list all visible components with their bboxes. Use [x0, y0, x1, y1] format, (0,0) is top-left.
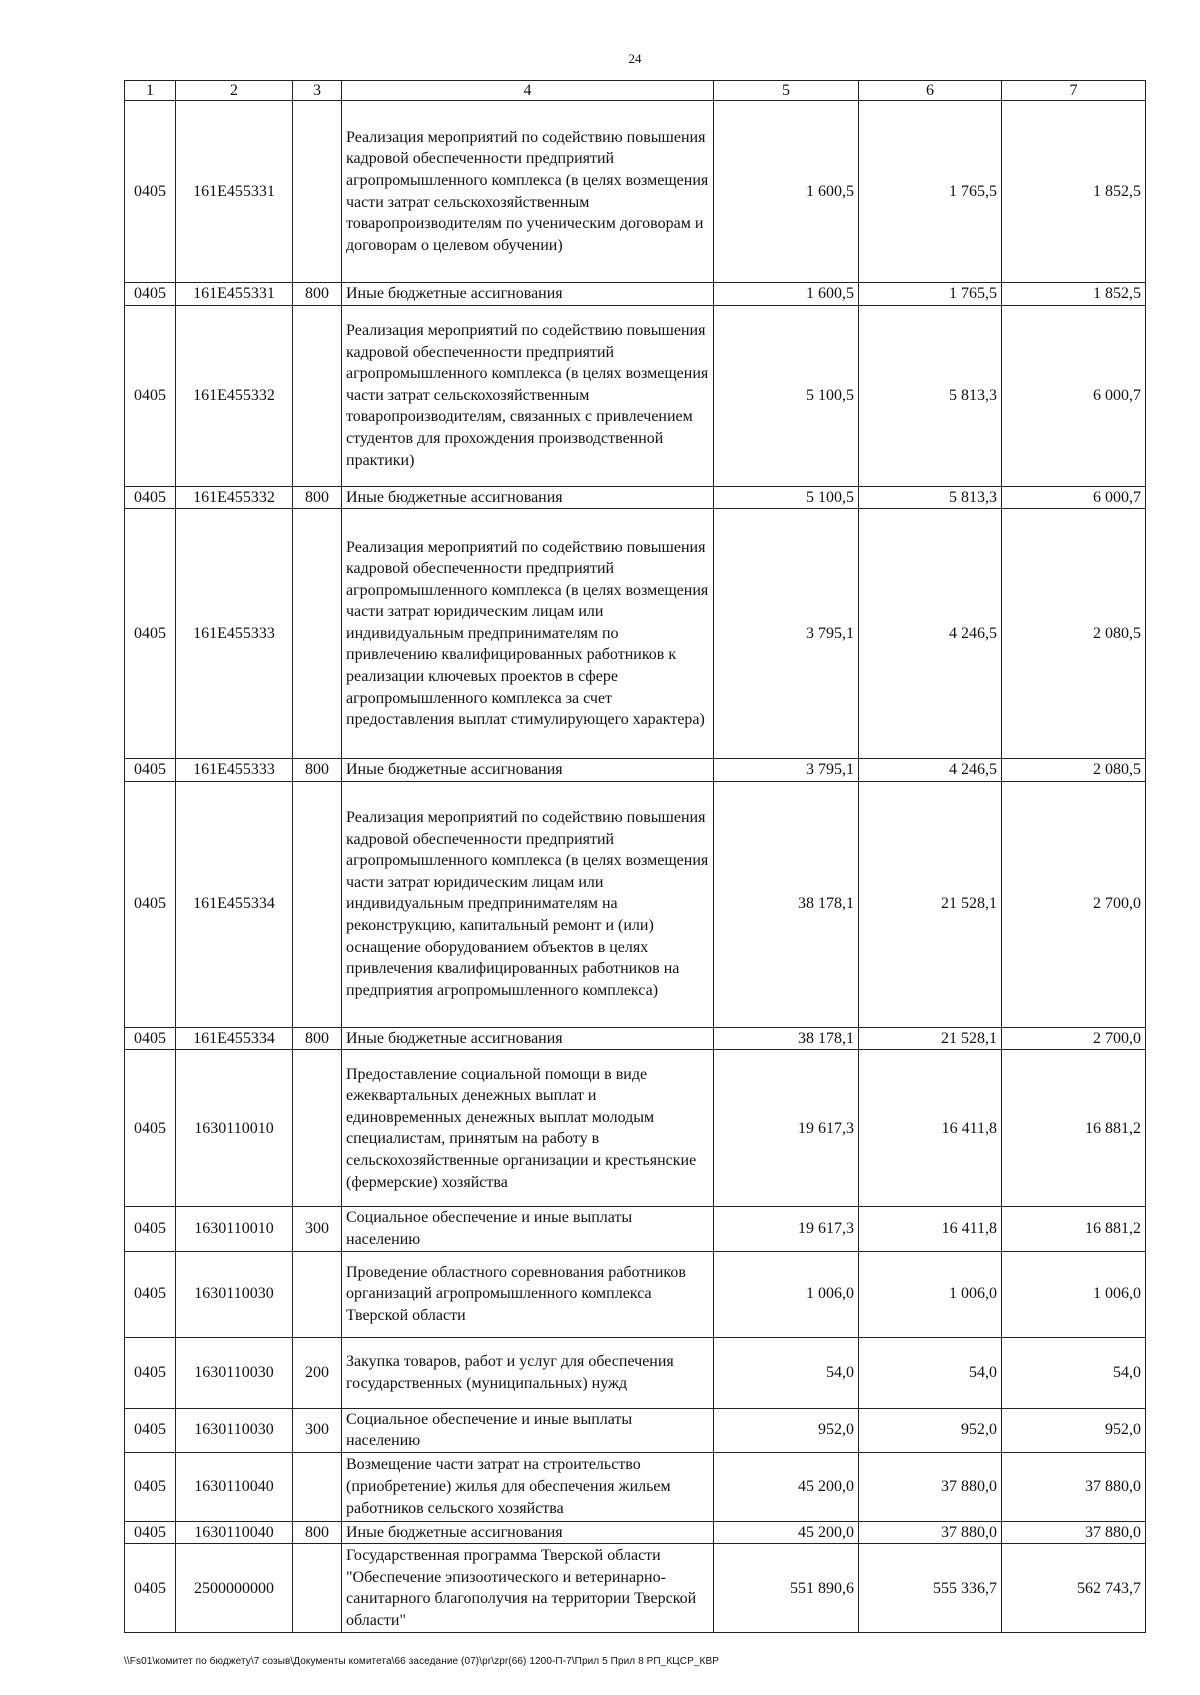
- expense-type-cell: [293, 305, 342, 486]
- amount-col7-cell: 1 852,5: [1002, 101, 1146, 283]
- section-code-cell: 0405: [125, 1207, 176, 1251]
- target-article-cell: 161E455334: [176, 781, 293, 1027]
- target-article-cell: 1630110030: [176, 1408, 293, 1452]
- description-cell: Социальное обеспечение и иные выплаты населению: [342, 1207, 714, 1251]
- amount-col7-cell: 54,0: [1002, 1337, 1146, 1408]
- target-article-cell: 161E455334: [176, 1027, 293, 1050]
- table-row: [125, 1544, 1146, 1633]
- table-row: [125, 781, 1146, 1027]
- section-code-cell: 0405: [125, 1408, 176, 1452]
- amount-col5-cell: 3 795,1: [714, 509, 859, 759]
- table-row: [125, 305, 1146, 486]
- amount-col5-cell: 45 200,0: [714, 1521, 859, 1544]
- amount-col7-cell: 2 080,5: [1002, 759, 1146, 782]
- table-row: [125, 101, 1146, 283]
- expense-type-cell: 800: [293, 1027, 342, 1050]
- target-article-cell: 1630110040: [176, 1452, 293, 1521]
- expense-type-cell: [293, 101, 342, 283]
- section-code-cell: 0405: [125, 101, 176, 283]
- amount-col6-cell: 5 813,3: [859, 305, 1002, 486]
- table-header-row: [125, 81, 1146, 101]
- header-cell: 3: [293, 81, 342, 101]
- table-row: [125, 1521, 1146, 1544]
- target-article-cell: 1630110040: [176, 1521, 293, 1544]
- amount-col5-cell: 952,0: [714, 1408, 859, 1452]
- description-cell: Иные бюджетные ассигнования: [342, 486, 714, 509]
- section-code-cell: 0405: [125, 781, 176, 1027]
- description-cell: Иные бюджетные ассигнования: [342, 759, 714, 782]
- page-number: 24: [628, 51, 642, 66]
- target-article-cell: 161E455332: [176, 486, 293, 509]
- amount-col6-cell: 952,0: [859, 1408, 1002, 1452]
- amount-col7-cell: 37 880,0: [1002, 1452, 1146, 1521]
- amount-col7-cell: 1 852,5: [1002, 283, 1146, 306]
- table-row: [125, 1050, 1146, 1207]
- header-cell: 6: [859, 81, 1002, 101]
- file-path-footer: \\Fs01\комитет по бюджету\7 созыв\Документы комитета\66 заседание (07)\pr\zpr(66) 1200-П-7\Прил 5 Прил 8 РП_КЦСР_КВР: [124, 1656, 720, 1667]
- section-code-cell: 0405: [125, 486, 176, 509]
- expense-type-cell: [293, 781, 342, 1027]
- header-cell: 7: [1002, 81, 1146, 101]
- header-cell: 2: [176, 81, 293, 101]
- target-article-cell: 161E455331: [176, 283, 293, 306]
- target-article-cell: 1630110030: [176, 1337, 293, 1408]
- amount-col5-cell: 38 178,1: [714, 781, 859, 1027]
- expense-type-cell: [293, 1251, 342, 1337]
- expense-type-cell: 800: [293, 1521, 342, 1544]
- amount-col5-cell: 19 617,3: [714, 1207, 859, 1251]
- table-row: [125, 283, 1146, 306]
- amount-col7-cell: 16 881,2: [1002, 1050, 1146, 1207]
- expense-type-cell: 800: [293, 759, 342, 782]
- amount-col5-cell: 551 890,6: [714, 1544, 859, 1633]
- expense-type-cell: 300: [293, 1408, 342, 1452]
- table-row: [125, 1408, 1146, 1452]
- table-row: [125, 1251, 1146, 1337]
- amount-col7-cell: 6 000,7: [1002, 486, 1146, 509]
- amount-col5-cell: 1 600,5: [714, 283, 859, 306]
- header-cell: 4: [342, 81, 714, 101]
- amount-col7-cell: 952,0: [1002, 1408, 1146, 1452]
- header-cell: 1: [125, 81, 176, 101]
- description-cell: Реализация мероприятий по содействию повышения кадровой обеспеченности предприятий агропромышленного комплекса (в целях возмещения части затрат юридическим лицам или индивидуальным предпринимателям по привлечению квалифицированных работников к реализации ключевых проектов в сфере агропромышленного комплекса за счет предоставления выплат стимулирующего характера): [342, 509, 714, 759]
- section-code-cell: 0405: [125, 1521, 176, 1544]
- amount-col5-cell: 54,0: [714, 1337, 859, 1408]
- table-row: [125, 1207, 1146, 1251]
- amount-col5-cell: 38 178,1: [714, 1027, 859, 1050]
- description-cell: Иные бюджетные ассигнования: [342, 283, 714, 306]
- amount-col6-cell: 555 336,7: [859, 1544, 1002, 1633]
- expense-type-cell: [293, 1050, 342, 1207]
- section-code-cell: 0405: [125, 509, 176, 759]
- target-article-cell: 161E455332: [176, 305, 293, 486]
- section-code-cell: 0405: [125, 1452, 176, 1521]
- target-article-cell: 161E455331: [176, 101, 293, 283]
- amount-col7-cell: 37 880,0: [1002, 1521, 1146, 1544]
- section-code-cell: 0405: [125, 1027, 176, 1050]
- description-cell: Проведение областного соревнования работников организаций агропромышленного комплекса Тверской области: [342, 1251, 714, 1337]
- amount-col5-cell: 5 100,5: [714, 486, 859, 509]
- description-cell: Возмещение части затрат на строительство (приобретение) жилья для обеспечения жильем работников сельского хозяйства: [342, 1452, 714, 1521]
- target-article-cell: 1630110010: [176, 1207, 293, 1251]
- expense-type-cell: [293, 1452, 342, 1521]
- amount-col6-cell: 37 880,0: [859, 1521, 1002, 1544]
- section-code-cell: 0405: [125, 759, 176, 782]
- amount-col6-cell: 5 813,3: [859, 486, 1002, 509]
- amount-col5-cell: 19 617,3: [714, 1050, 859, 1207]
- expense-type-cell: 800: [293, 283, 342, 306]
- expense-type-cell: [293, 1544, 342, 1633]
- expense-type-cell: [293, 509, 342, 759]
- amount-col6-cell: 16 411,8: [859, 1207, 1002, 1251]
- amount-col5-cell: 1 600,5: [714, 101, 859, 283]
- amount-col6-cell: 54,0: [859, 1337, 1002, 1408]
- expense-type-cell: 800: [293, 486, 342, 509]
- target-article-cell: 1630110030: [176, 1251, 293, 1337]
- budget-table: [124, 80, 1146, 1633]
- amount-col5-cell: 45 200,0: [714, 1452, 859, 1521]
- table-row: [125, 509, 1146, 759]
- amount-col7-cell: 6 000,7: [1002, 305, 1146, 486]
- description-cell: Иные бюджетные ассигнования: [342, 1521, 714, 1544]
- amount-col7-cell: 1 006,0: [1002, 1251, 1146, 1337]
- amount-col5-cell: 3 795,1: [714, 759, 859, 782]
- description-cell: Реализация мероприятий по содействию повышения кадровой обеспеченности предприятий агропромышленного комплекса (в целях возмещения части затрат сельскохозяйственным товаропроизводителям по ученическим договорам и договорам о целевом обучении): [342, 101, 714, 283]
- section-code-cell: 0405: [125, 305, 176, 486]
- amount-col6-cell: 1 006,0: [859, 1251, 1002, 1337]
- amount-col5-cell: 1 006,0: [714, 1251, 859, 1337]
- description-cell: Иные бюджетные ассигнования: [342, 1027, 714, 1050]
- amount-col7-cell: 2 700,0: [1002, 1027, 1146, 1050]
- table-row: [125, 1337, 1146, 1408]
- amount-col7-cell: 2 700,0: [1002, 781, 1146, 1027]
- amount-col6-cell: 37 880,0: [859, 1452, 1002, 1521]
- amount-col6-cell: 21 528,1: [859, 781, 1002, 1027]
- amount-col5-cell: 5 100,5: [714, 305, 859, 486]
- table-row: [125, 1027, 1146, 1050]
- description-cell: Реализация мероприятий по содействию повышения кадровой обеспеченности предприятий агропромышленного комплекса (в целях возмещения части затрат юридическим лицам или индивидуальным предпринимателям на реконструкцию, капитальный ремонт и (или) оснащение оборудованием объектов в целях привлечения квалифицированных работников на предприятия агропромышленного комплекса): [342, 781, 714, 1027]
- table-row: [125, 486, 1146, 509]
- target-article-cell: 161E455333: [176, 509, 293, 759]
- description-cell: Социальное обеспечение и иные выплаты населению: [342, 1408, 714, 1452]
- expense-type-cell: 300: [293, 1207, 342, 1251]
- section-code-cell: 0405: [125, 283, 176, 306]
- table-row: [125, 759, 1146, 782]
- description-cell: Закупка товаров, работ и услуг для обеспечения государственных (муниципальных) нужд: [342, 1337, 714, 1408]
- amount-col7-cell: 562 743,7: [1002, 1544, 1146, 1633]
- amount-col6-cell: 4 246,5: [859, 759, 1002, 782]
- amount-col6-cell: 1 765,5: [859, 101, 1002, 283]
- header-cell: 5: [714, 81, 859, 101]
- table-row: [125, 1452, 1146, 1521]
- target-article-cell: 161E455333: [176, 759, 293, 782]
- expense-type-cell: 200: [293, 1337, 342, 1408]
- description-cell: Государственная программа Тверской области "Обеспечение эпизоотического и ветеринарно-санитарного благополучия на территории Тверской области": [342, 1544, 714, 1633]
- amount-col7-cell: 16 881,2: [1002, 1207, 1146, 1251]
- section-code-cell: 0405: [125, 1544, 176, 1633]
- section-code-cell: 0405: [125, 1337, 176, 1408]
- amount-col6-cell: 16 411,8: [859, 1050, 1002, 1207]
- section-code-cell: 0405: [125, 1050, 176, 1207]
- section-code-cell: 0405: [125, 1251, 176, 1337]
- amount-col6-cell: 1 765,5: [859, 283, 1002, 306]
- description-cell: Реализация мероприятий по содействию повышения кадровой обеспеченности предприятий агропромышленного комплекса (в целях возмещения части затрат сельскохозяйственным товаропроизводителям, связанных с привлечением студентов для прохождения производственной практики): [342, 305, 714, 486]
- description-cell: Предоставление социальной помощи в виде ежеквартальных денежных выплат и единовременных денежных выплат молодым специалистам, принятым на работу в сельскохозяйственные организации и крестьянские (фермерские) хозяйства: [342, 1050, 714, 1207]
- amount-col6-cell: 21 528,1: [859, 1027, 1002, 1050]
- amount-col6-cell: 4 246,5: [859, 509, 1002, 759]
- amount-col7-cell: 2 080,5: [1002, 509, 1146, 759]
- target-article-cell: 1630110010: [176, 1050, 293, 1207]
- target-article-cell: 2500000000: [176, 1544, 293, 1633]
